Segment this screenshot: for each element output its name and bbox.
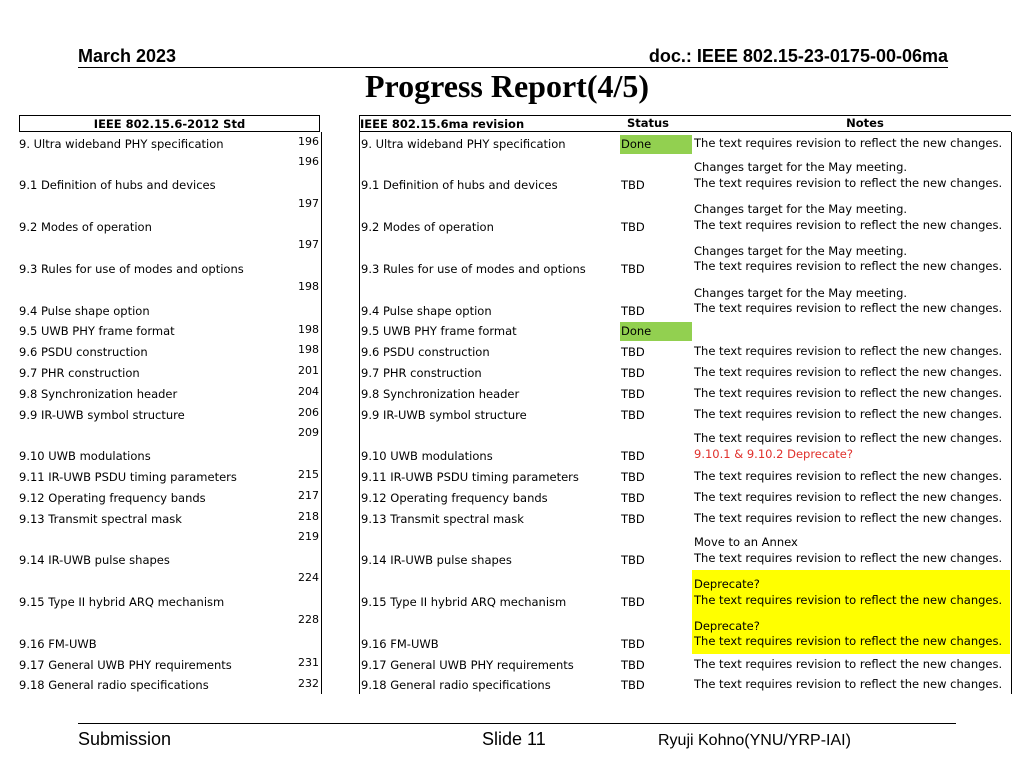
status-badge: TBD <box>621 490 645 505</box>
std-section: 9.11 IR-UWB PSDU timing parameters <box>19 470 237 485</box>
std-section: 9.3 Rules for use of modes and options <box>19 261 244 276</box>
page-number: 197 <box>298 196 319 210</box>
note-line: The text requires revision to reflect the new changes. <box>694 510 1003 525</box>
notes-cell <box>692 136 1010 152</box>
std-section: 9.10 UWB modulations <box>19 449 151 464</box>
header-notes: Notes <box>846 116 884 130</box>
table-divider-end <box>1011 132 1012 694</box>
revision-section: 9.1 Definition of hubs and devices <box>361 178 558 193</box>
revision-section: 9. Ultra wideband PHY specification <box>361 136 566 151</box>
std-section: 9.5 UWB PHY frame format <box>19 324 175 339</box>
page-title: Progress Report(4/5) <box>364 68 650 104</box>
status-badge: TBD <box>621 261 645 276</box>
std-section: 9.17 General UWB PHY requirements <box>19 657 232 672</box>
page-number: 196 <box>298 154 319 168</box>
note-line: The text requires revision to reflect the new changes. <box>694 301 1003 316</box>
note-line: The text requires revision to reflect the new changes. <box>694 677 1003 692</box>
page-number: 218 <box>298 509 319 523</box>
status-badge: TBD <box>621 178 645 193</box>
note-line: The text requires revision to reflect the new changes. <box>694 406 1003 421</box>
revision-section: 9.12 Operating frequency bands <box>361 490 548 505</box>
notes-cell <box>692 570 1010 612</box>
status-badge: TBD <box>621 365 645 380</box>
table-row <box>0 508 1024 529</box>
page-number: 215 <box>298 468 319 482</box>
note-line: The text requires revision to reflect the new changes. <box>694 489 1003 504</box>
page-number: 206 <box>298 405 319 419</box>
page-number: 198 <box>298 343 319 357</box>
status-badge: TBD <box>621 553 645 568</box>
note-line: Changes target for the May meeting. <box>694 202 908 217</box>
status-badge: Done <box>620 322 692 341</box>
footer-author: Ryuji Kohno(YNU/YRP-IAI) <box>658 732 851 749</box>
note-line: The text requires revision to reflect the new changes. <box>694 385 1003 400</box>
header-std: IEEE 802.15.6-2012 Std <box>19 115 320 132</box>
std-section: 9.15 Type II hybrid ARQ mechanism <box>19 595 225 610</box>
note-line: The text requires revision to reflect the new changes. <box>694 634 1003 649</box>
note-line: The text requires revision to reflect the new changes. <box>694 656 1003 671</box>
note-line: Changes target for the May meeting. <box>694 285 908 300</box>
page-number: 217 <box>298 489 319 503</box>
page-number: 198 <box>298 322 319 336</box>
table-row <box>0 675 1024 696</box>
status-badge: TBD <box>621 449 645 464</box>
revision-section: 9.16 FM-UWB <box>361 636 439 651</box>
revision-section: 9.13 Transmit spectral mask <box>361 511 524 526</box>
note-line: Move to an Annex <box>694 535 798 550</box>
note-line: Changes target for the May meeting. <box>694 243 908 258</box>
revision-section: 9.18 General radio specifications <box>361 678 551 693</box>
note-line: Changes target for the May meeting. <box>694 160 908 175</box>
std-section: 9.6 PSDU construction <box>19 345 148 360</box>
notes-cell <box>692 535 1010 566</box>
notes-cell <box>692 431 1010 462</box>
revision-section: 9.4 Pulse shape option <box>361 303 492 318</box>
page-number: 209 <box>298 425 319 439</box>
notes-cell <box>692 407 1010 423</box>
std-section: 9.7 PHR construction <box>19 365 140 380</box>
note-line: The text requires revision to reflect the new changes. <box>694 550 1003 565</box>
table-divider-right <box>359 132 360 694</box>
header-status: Status <box>626 116 670 130</box>
page-number: 201 <box>298 364 319 378</box>
status-badge: TBD <box>621 386 645 401</box>
header-rev: IEEE 802.15.6ma revision <box>359 115 1011 132</box>
status-badge: TBD <box>621 303 645 318</box>
note-line: The text requires revision to reflect the new changes. <box>694 469 1003 484</box>
table-row <box>0 133 1024 154</box>
table-row <box>0 612 1024 654</box>
page-number: 224 <box>298 571 319 585</box>
page-number: 232 <box>298 676 319 690</box>
table-row <box>0 404 1024 425</box>
status-badge: TBD <box>621 636 645 651</box>
revision-section: 9.14 IR-UWB pulse shapes <box>361 553 512 568</box>
notes-cell <box>692 490 1010 506</box>
table-row <box>0 321 1024 342</box>
std-section: 9.1 Definition of hubs and devices <box>19 178 216 193</box>
note-line: Deprecate? <box>694 577 760 592</box>
std-section: 9.13 Transmit spectral mask <box>19 511 182 526</box>
note-line: The text requires revision to reflect the new changes. <box>694 431 1003 446</box>
revision-section: 9.17 General UWB PHY requirements <box>361 657 574 672</box>
page-number: 197 <box>298 238 319 252</box>
notes-cell <box>692 677 1010 693</box>
table-divider-left <box>321 132 322 694</box>
std-section: 9.4 Pulse shape option <box>19 303 150 318</box>
std-section: 9.12 Operating frequency bands <box>19 490 206 505</box>
notes-cell <box>692 386 1010 402</box>
revision-section: 9.3 Rules for use of modes and options <box>361 261 586 276</box>
status-badge: TBD <box>621 345 645 360</box>
status-badge: TBD <box>621 678 645 693</box>
std-section: 9.18 General radio specifications <box>19 678 209 693</box>
notes-cell <box>692 511 1010 527</box>
page-number: 228 <box>298 613 319 627</box>
page-number: 231 <box>298 655 319 669</box>
footer-submission: Submission <box>78 729 172 749</box>
std-section: 9.14 IR-UWB pulse shapes <box>19 553 170 568</box>
status-badge: TBD <box>621 657 645 672</box>
revision-section: 9.10 UWB modulations <box>361 449 493 464</box>
notes-cell <box>692 365 1010 381</box>
table-row <box>0 341 1024 362</box>
status-badge: TBD <box>621 470 645 485</box>
note-line: Deprecate? <box>694 618 760 633</box>
std-section: 9.2 Modes of operation <box>19 220 152 235</box>
status-badge: TBD <box>621 407 645 422</box>
notes-cell <box>692 160 1010 191</box>
table-row <box>0 154 1024 196</box>
note-line: The text requires revision to reflect the new changes. <box>694 217 1003 232</box>
table-row <box>0 237 1024 279</box>
table-row <box>0 570 1024 612</box>
table-row <box>0 196 1024 238</box>
table-row <box>0 279 1024 321</box>
notes-cell <box>692 469 1010 485</box>
table-row <box>0 654 1024 675</box>
note-line: The text requires revision to reflect the new changes. <box>694 135 1003 150</box>
table-row <box>0 425 1024 467</box>
table-row <box>0 466 1024 487</box>
notes-cell <box>692 244 1010 275</box>
status-badge: Done <box>620 135 692 154</box>
footer-rule <box>78 723 956 724</box>
footer-slide-number: Slide 11 <box>482 729 546 749</box>
std-section: 9.8 Synchronization header <box>19 386 178 401</box>
revision-section: 9.9 IR-UWB symbol structure <box>361 407 527 422</box>
revision-section: 9.8 Synchronization header <box>361 386 520 401</box>
notes-cell <box>692 344 1010 360</box>
page-number: 196 <box>298 135 319 148</box>
table-row <box>0 529 1024 571</box>
notes-cell <box>692 612 1010 654</box>
status-badge: TBD <box>621 595 645 610</box>
std-section: 9.9 IR-UWB symbol structure <box>19 407 185 422</box>
note-line: 9.10.1 & 9.10.2 Deprecate? <box>694 446 853 461</box>
revision-section: 9.15 Type II hybrid ARQ mechanism <box>361 595 567 610</box>
table-row <box>0 487 1024 508</box>
note-line: The text requires revision to reflect the new changes. <box>694 175 1003 190</box>
header-doc-id: doc.: IEEE 802.15-23-0175-00-06ma <box>648 46 948 66</box>
header-date: March 2023 <box>78 46 177 66</box>
notes-cell <box>692 202 1010 233</box>
status-badge: TBD <box>621 220 645 235</box>
revision-section: 9.5 UWB PHY frame format <box>361 324 517 339</box>
status-badge: TBD <box>621 511 645 526</box>
revision-section: 9.11 IR-UWB PSDU timing parameters <box>361 470 579 485</box>
std-section: 9.16 FM-UWB <box>19 636 97 651</box>
table-row <box>0 362 1024 383</box>
revision-section: 9.2 Modes of operation <box>361 220 494 235</box>
note-line: The text requires revision to reflect the new changes. <box>694 259 1003 274</box>
page-number: 219 <box>298 529 319 543</box>
table-row <box>0 383 1024 404</box>
revision-section: 9.7 PHR construction <box>361 365 482 380</box>
page-number: 198 <box>298 279 319 293</box>
revision-section: 9.6 PSDU construction <box>361 345 490 360</box>
note-line: The text requires revision to reflect the new changes. <box>694 344 1003 359</box>
notes-cell <box>692 286 1010 317</box>
header-rev-label <box>360 115 576 132</box>
note-line: The text requires revision to reflect the new changes. <box>694 592 1003 607</box>
note-line: The text requires revision to reflect the new changes. <box>694 364 1003 379</box>
notes-cell <box>692 657 1010 673</box>
page-number: 204 <box>298 385 319 398</box>
std-section: 9. Ultra wideband PHY specification <box>19 136 224 151</box>
